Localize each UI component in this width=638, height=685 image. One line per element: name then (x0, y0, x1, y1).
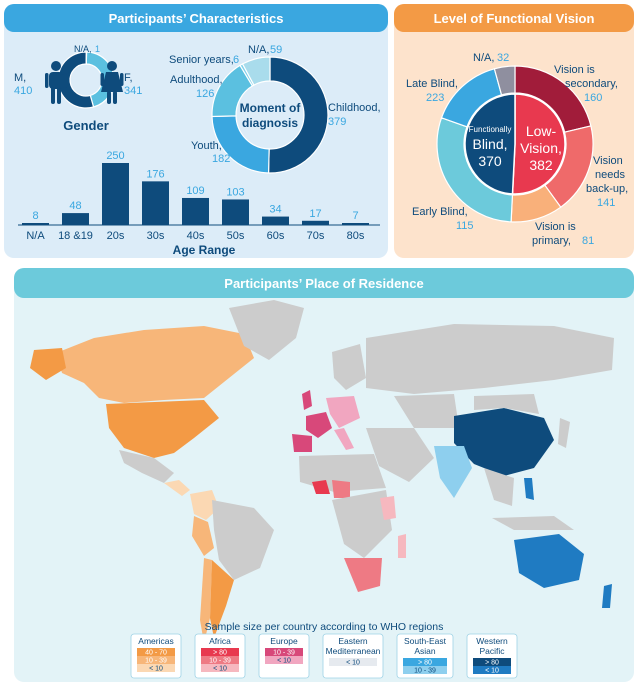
legend-bin-label-4-1: 10 - 39 (414, 667, 436, 675)
age-bar-value-4: 109 (186, 184, 205, 197)
gender-female-label: F, (124, 72, 133, 84)
legend-region-name-3: Eastern (338, 636, 368, 646)
map-madagascar (398, 534, 406, 558)
diagnosis-childhood-value: 379 (328, 116, 347, 128)
age-bar-6 (262, 217, 289, 225)
residence-title: Participants’ Place of Residence (14, 268, 634, 298)
age-bar-value-8: 7 (352, 210, 359, 222)
age-bar-4 (182, 198, 209, 225)
map-legend (131, 634, 517, 678)
age-bar-value-1: 48 (69, 200, 82, 213)
age-category-7: 70s (306, 230, 325, 242)
map-italy (334, 428, 354, 450)
vision-backup-label2: needs (595, 169, 625, 181)
age-category-4: 40s (186, 230, 205, 242)
vision-secondary-value: 160 (584, 92, 603, 104)
age-category-6: 60s (266, 230, 285, 242)
age-bar-3 (142, 181, 169, 225)
age-bar-1 (62, 213, 89, 225)
map-usa (106, 400, 219, 458)
map-nigeria (332, 480, 350, 498)
vision-secondary-label2: secondary, (565, 78, 618, 90)
age-bar-value-3: 176 (146, 168, 165, 181)
age-bar-8 (342, 223, 369, 225)
age-bar-chart (18, 150, 380, 242)
map-india (434, 446, 472, 498)
characteristics-panel (4, 4, 388, 258)
gender-male-value: 410 (14, 85, 33, 97)
age-bar-value-2: 250 (106, 150, 125, 162)
legend-bin-label-0-1: 10 - 39 (145, 657, 167, 665)
legend-region-name-2: Europe (270, 636, 298, 646)
legend-bin-label-1-2: < 10 (213, 665, 227, 673)
diagnosis-adulthood-label: Adulthood, (170, 74, 223, 86)
map-central-america (164, 480, 190, 496)
age-category-3: 30s (146, 230, 165, 242)
legend-region-name2-4: Asian (414, 646, 436, 656)
age-category-5: 50s (226, 230, 245, 242)
legend-bin-label-4-0: > 80 (418, 659, 432, 667)
diagnosis-senior-label: Senior years, (169, 54, 234, 66)
vision-panel (394, 4, 634, 258)
map-japan (558, 418, 570, 448)
vision-primary-label1: Vision is (535, 221, 576, 233)
age-category-0: N/A (26, 230, 45, 242)
legend-region-name-5: Western (476, 636, 508, 646)
map-iberia (292, 434, 312, 452)
vision-backup-label3: back-up, (586, 183, 629, 195)
map-uk (302, 390, 312, 410)
map-new-zealand (602, 584, 612, 608)
legend-title: Sample size per country according to WHO regions (204, 621, 444, 633)
legend-bin-label-0-2: < 10 (149, 665, 163, 673)
vision-low-line3: 382 (529, 157, 553, 173)
map-france (306, 412, 332, 438)
vision-early-blind-label: Early Blind, (412, 206, 468, 218)
age-category-2: 20s (106, 230, 125, 242)
diagnosis-adulthood-value: 126 (196, 88, 215, 100)
map-russia (366, 324, 614, 394)
legend-region-name-1: Africa (209, 636, 231, 646)
vision-secondary-label1: Vision is (554, 64, 595, 76)
vision-blind-line2: Blind, (472, 136, 508, 152)
map-central-europe (326, 396, 360, 428)
vision-low-line1: Low- (525, 123, 557, 139)
age-bar-2 (102, 163, 129, 225)
diagnosis-center (237, 82, 303, 148)
map-indonesia (492, 516, 574, 530)
age-category-1: 18 &19 (58, 230, 93, 242)
gender-male-label: M, (14, 72, 27, 84)
vision-late-blind-value: 223 (426, 92, 445, 104)
age-bar-value-5: 103 (226, 186, 245, 199)
age-bar-5 (222, 199, 249, 225)
diagnosis-childhood-label: Childhood, (328, 102, 381, 114)
vision-blind-line1: Functionally (468, 125, 512, 134)
map-south-africa (344, 558, 382, 592)
legend-bin-label-3-0: < 10 (346, 659, 360, 667)
map-alaska (30, 348, 66, 380)
map-peru (192, 516, 214, 556)
vision-svg (394, 4, 634, 258)
vision-primary-value: 81 (582, 235, 595, 247)
vision-title: Level of Functional Vision (394, 4, 634, 32)
legend-region-name-0: Americas (138, 636, 174, 646)
diagnosis-title-line1: Moment of (239, 101, 301, 115)
vision-backup-label1: Vision (593, 155, 623, 167)
gender-title: Gender (63, 118, 109, 133)
gender-na-value: 1 (95, 44, 101, 54)
age-category-8: 80s (346, 230, 365, 242)
legend-bin-label-5-0: > 80 (485, 659, 499, 667)
legend-region-name-4: South-East (403, 636, 447, 646)
vision-primary-label2: primary, (532, 235, 571, 247)
vision-early-blind-value: 115 (456, 220, 474, 232)
legend-bin-label-0-0: 40 - 70 (145, 649, 167, 657)
map-philippines (524, 478, 534, 500)
diagnosis-youth-label: Youth, (191, 140, 222, 152)
map-canada (56, 326, 254, 403)
legend-region-name2-5: Pacific (479, 646, 505, 656)
vision-blind-na-label: N/A, (473, 52, 495, 64)
vision-blind-na-value: 32 (497, 52, 510, 64)
age-bar-value-6: 34 (269, 203, 282, 216)
diagnosis-na-value: 59 (270, 44, 283, 56)
world-map (14, 268, 634, 682)
gender-female-value: 341 (124, 85, 143, 97)
diagnosis-youth-value: 182 (212, 153, 231, 165)
legend-bin-label-5-1: < 10 (485, 667, 499, 675)
legend-bin-label-2-0: 10 - 39 (273, 649, 295, 657)
age-bar-7 (302, 221, 329, 225)
diagnosis-na-label: N/A, (248, 44, 270, 56)
map-australia (514, 534, 584, 588)
residence-panel (14, 268, 634, 682)
map-scandinavia (332, 344, 366, 390)
age-bar-value-7: 17 (309, 207, 322, 220)
characteristics-title: Participants’ Characteristics (4, 4, 388, 32)
characteristics-svg (4, 4, 388, 258)
age-bar-value-0: 8 (32, 210, 39, 222)
legend-bin-label-1-0: > 80 (213, 649, 227, 657)
age-axis-label: Age Range (172, 243, 236, 257)
age-bar-0 (22, 223, 49, 225)
legend-region-name2-3: Mediterranean (325, 646, 381, 656)
diagnosis-title-line2: diagnosis (241, 116, 299, 130)
vision-low-line2: Vision, (520, 140, 562, 156)
map-central-asia (394, 394, 459, 428)
legend-bin-label-2-1: < 10 (277, 657, 291, 665)
vision-blind-line3: 370 (478, 153, 502, 169)
vision-backup-value: 141 (597, 197, 616, 209)
gender-na-label: N/A, (74, 44, 92, 54)
map-brazil (212, 500, 274, 580)
legend-bin-label-1-1: 10 - 39 (209, 657, 231, 665)
diagnosis-senior-value: 6 (233, 54, 240, 66)
vision-late-blind-label: Late Blind, (406, 78, 458, 90)
